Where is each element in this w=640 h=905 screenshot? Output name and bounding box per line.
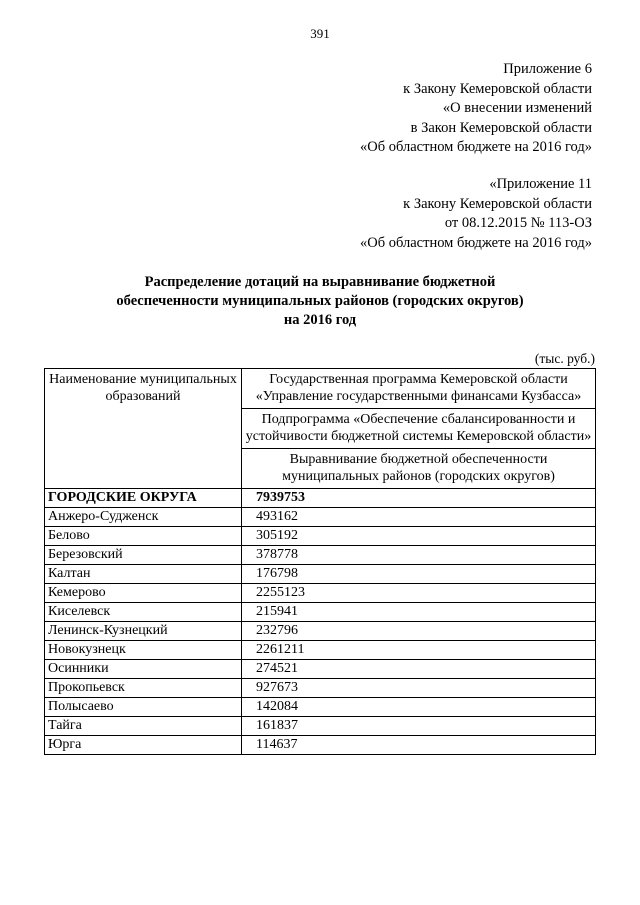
table-row-total [45, 489, 596, 508]
table-row [45, 584, 596, 603]
appendix-11-block [360, 175, 592, 253]
row-value: 142084 [242, 698, 596, 717]
row-name: Белово [45, 527, 242, 546]
subsidy-table [44, 368, 596, 755]
table-row [45, 546, 596, 565]
table-row [45, 622, 596, 641]
row-name: Ленинск-Кузнецкий [45, 622, 242, 641]
row-value: 7939753 [242, 489, 596, 508]
row-name: ГОРОДСКИЕ ОКРУГА [45, 489, 242, 508]
table-row [45, 660, 596, 679]
appendix-11-line: «Приложение 11 [489, 176, 592, 192]
row-value: 305192 [242, 527, 596, 546]
row-value: 161837 [242, 717, 596, 736]
title-line: на 2016 год [283, 312, 357, 328]
row-name: Киселевск [45, 603, 242, 622]
table-row [45, 508, 596, 527]
row-name: Полысаево [45, 698, 242, 717]
appendix-11-line: от 08.12.2015 № 113-ОЗ [444, 215, 592, 231]
table-row [45, 698, 596, 717]
row-value: 114637 [242, 736, 596, 755]
header-measure: Выравнивание бюджетной обеспеченности муниципальных районов (городских округов) [242, 449, 596, 489]
appendix-6-line: Приложение 6 [503, 61, 592, 77]
appendix-6-block [360, 60, 592, 158]
row-name: Березовский [45, 546, 242, 565]
table-row [45, 527, 596, 546]
row-name: Тайга [45, 717, 242, 736]
row-name: Кемерово [45, 584, 242, 603]
appendix-6-line: «О внесении изменений [442, 100, 592, 116]
page-number: 391 [310, 26, 330, 41]
row-name: Новокузнецк [45, 641, 242, 660]
title-line: Распределение дотаций на выравнивание бюджетной [144, 274, 496, 290]
row-name: Анжеро-Судженск [45, 508, 242, 527]
header-municipality: Наименование муниципальных образований [45, 369, 242, 489]
appendix-11-line: к Закону Кемеровской области [403, 195, 592, 212]
table-row [45, 641, 596, 660]
row-value: 176798 [242, 565, 596, 584]
table-row [45, 717, 596, 736]
row-value: 493162 [242, 508, 596, 527]
units-label: (тыс. руб.) [534, 351, 595, 366]
row-value: 274521 [242, 660, 596, 679]
table-header-row [45, 369, 596, 409]
row-value: 215941 [242, 603, 596, 622]
table-row [45, 565, 596, 584]
row-name: Прокопьевск [45, 679, 242, 698]
row-value: 927673 [242, 679, 596, 698]
table-row [45, 679, 596, 698]
table-row [45, 736, 596, 755]
row-value: 232796 [242, 622, 596, 641]
title-line: обеспеченности муниципальных районов (городских округов) [116, 293, 524, 309]
appendix-11-line: «Об областном бюджете на 2016 год» [360, 234, 592, 251]
table-row [45, 603, 596, 622]
header-subprogram: Подпрограмма «Обеспечение сбалансированности и устойчивости бюджетной системы Кемеровской области» [242, 409, 596, 449]
document-title [0, 273, 640, 330]
row-value: 2261211 [242, 641, 596, 660]
appendix-6-line: к Закону Кемеровской области [403, 80, 592, 97]
row-value: 378778 [242, 546, 596, 565]
row-name: Юрга [45, 736, 242, 755]
header-program: Государственная программа Кемеровской области «Управление государственными финансами Кузбасса» [242, 369, 596, 409]
row-name: Осинники [45, 660, 242, 679]
row-name: Калтан [45, 565, 242, 584]
row-value: 2255123 [242, 584, 596, 603]
appendix-6-line: «Об областном бюджете на 2016 год» [360, 139, 592, 155]
appendix-6-line: в Закон Кемеровской области [410, 119, 592, 136]
